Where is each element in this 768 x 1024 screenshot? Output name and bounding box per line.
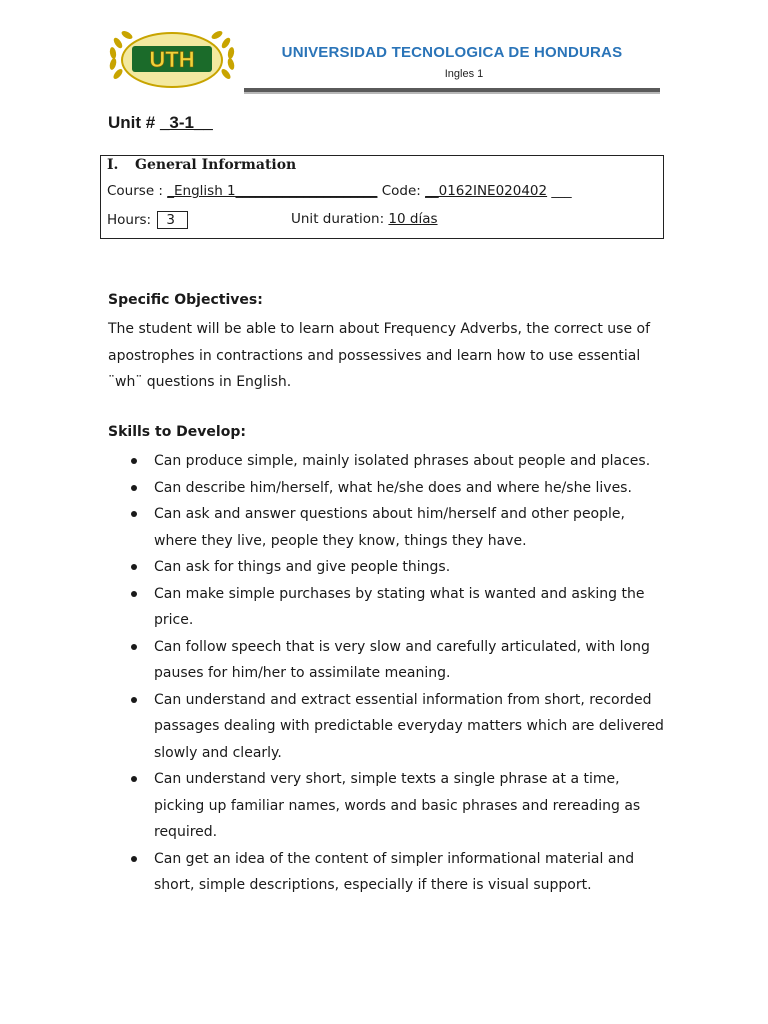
course-subtitle: Ingles 1 bbox=[444, 68, 484, 80]
skill-item: Can understand and extract essential information from short, recorded passages dealing with predictable everyday matters which are delivered slowly and clearly. bbox=[108, 687, 668, 767]
course-line bbox=[107, 183, 572, 199]
duration-label: Unit duration: bbox=[291, 211, 389, 227]
unit-label: Unit # bbox=[108, 113, 160, 132]
skills-heading: Skills to Develop: bbox=[108, 424, 246, 440]
uth-laurel-logo-icon bbox=[104, 28, 240, 92]
skill-item: Can make simple purchases by stating what is wanted and asking the price. bbox=[108, 581, 668, 634]
general-info-heading: General Information bbox=[135, 157, 297, 173]
skill-item: Can follow speech that is very slow and carefully articulated, with long pauses for him/her to assimilate meaning. bbox=[108, 634, 668, 687]
university-title: UNIVERSIDAD TECNOLOGICA DE HONDURAS bbox=[281, 44, 623, 61]
unit-value: _3-1__ bbox=[159, 113, 213, 132]
hours-label: Hours: bbox=[107, 212, 156, 228]
course-label: Course : bbox=[107, 183, 168, 199]
course-value: _English 1_____________________ bbox=[167, 183, 378, 199]
code-trailing: ___ bbox=[547, 183, 572, 199]
objectives-heading: Specific Objectives: bbox=[108, 292, 263, 308]
skills-list bbox=[108, 448, 668, 899]
general-info-title bbox=[107, 157, 296, 173]
unit-title bbox=[108, 113, 213, 133]
objectives-text: The student will be able to learn about Frequency Adverbs, the correct use of apostrophes in contractions and possessives and learn how to use essential ¨wh¨ questions in English. bbox=[108, 321, 651, 390]
uth-logo bbox=[104, 28, 240, 92]
skill-item: Can ask for things and give people things. bbox=[108, 554, 668, 581]
duration-line bbox=[291, 211, 438, 227]
general-info-number: I. bbox=[107, 157, 119, 173]
skill-item: Can get an idea of the content of simpler informational material and short, simple descriptions, especially if there is visual support. bbox=[108, 846, 668, 899]
code-label: Code: bbox=[377, 183, 426, 199]
code-value: __0162INE020402 bbox=[425, 183, 548, 199]
skill-item: Can describe him/herself, what he/she does and where he/she lives. bbox=[108, 475, 668, 502]
skill-item: Can ask and answer questions about him/herself and other people, where they live, people they know, things they have. bbox=[108, 501, 668, 554]
skill-item: Can produce simple, mainly isolated phrases about people and places. bbox=[108, 448, 668, 475]
skill-item: Can understand very short, simple texts a single phrase at a time, picking up familiar names, words and basic phrases and rereading as required. bbox=[108, 766, 668, 846]
hours-line bbox=[107, 211, 188, 229]
header-rule bbox=[244, 88, 660, 94]
hours-value: 3 bbox=[157, 211, 188, 229]
duration-value: 10 días bbox=[388, 211, 438, 227]
logo-text: UTH bbox=[149, 47, 195, 72]
general-info-box bbox=[100, 155, 664, 239]
